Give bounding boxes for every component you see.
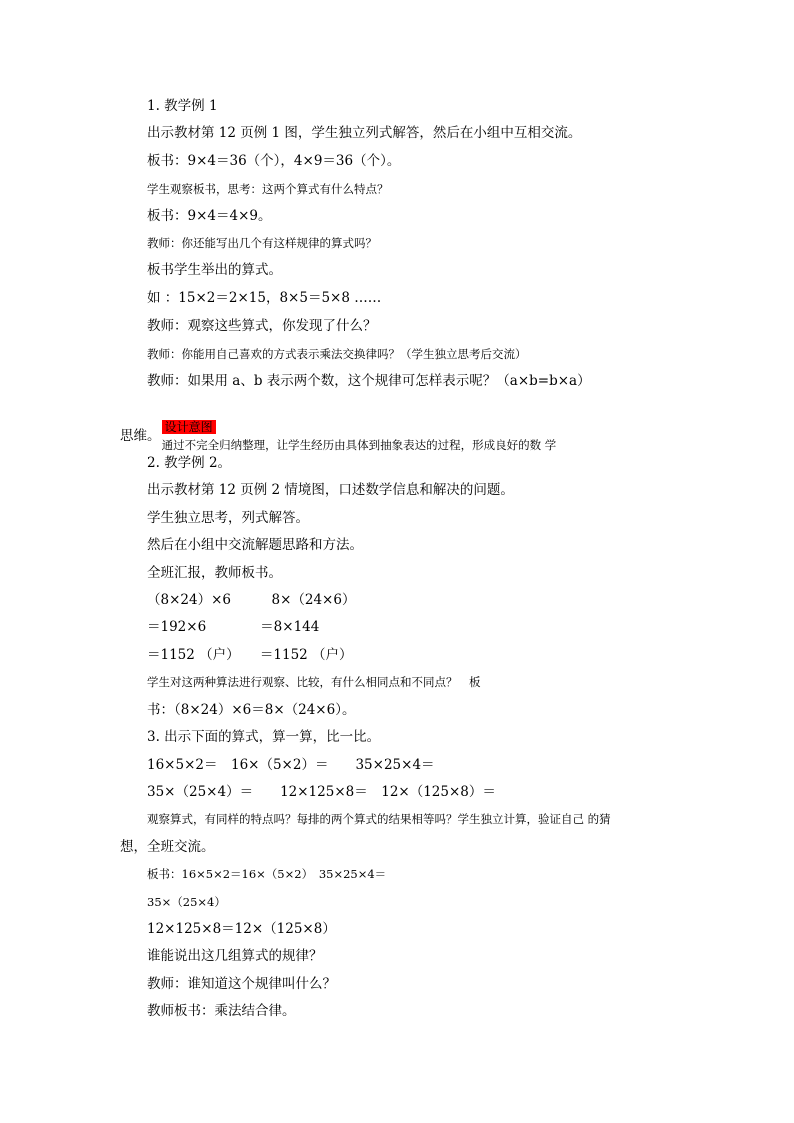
formula-line: ＝1152 （户） ＝1152 （户） (147, 647, 353, 663)
formula-line: ＝192×6 ＝8×144 (147, 619, 320, 635)
paragraph: 教师：谁知道这个规律叫什么？ (147, 976, 336, 992)
formula-line: 35×（25×4） (147, 895, 226, 909)
design-intent-text: 通过不完全归纳整理，让学生经历由具体到抽象表达的过程，形成良好的数 学 (161, 438, 557, 452)
formula-line: 16×5×2＝ 16×（5×2）＝ 35×25×4＝ (147, 757, 435, 773)
formula-line: 35×（25×4）＝ 12×125×8＝ 12×（125×8）＝ (147, 784, 496, 800)
paragraph: 全班汇报，教师板书。 (147, 565, 282, 581)
paragraph: 教师：观察这些算式，你发现了什么？ (147, 318, 377, 334)
design-intent-continuation: 思维。 (120, 428, 161, 444)
heading-example-2: 2. 教学例 2。 (147, 455, 232, 471)
paragraph: 教师板书：乘法结合律。 (147, 1003, 296, 1019)
formula-line: 12×125×8＝12×（125×8） (147, 921, 336, 937)
paragraph: 板书：9×4＝4×9。 (147, 208, 272, 224)
formula-line: 板书：16×5×2＝16×（5×2） 35×25×4＝ (147, 867, 387, 881)
paragraph: 教师：你能用自己喜欢的方式表示乘法交换律吗？（学生独立思考后交流） (147, 347, 527, 361)
paragraph: 教师：如果用 a、b 表示两个数，这个规律可怎样表示呢？（a×b=b×a） (147, 373, 591, 389)
paragraph: 出示教材第 12 页例 2 情境图，口述数学信息和解决的问题。 (147, 482, 514, 498)
paragraph: 如 ：15×2＝2×15，8×5＝5×8 …… (147, 290, 382, 306)
paragraph-continuation: 想，全班交流。 (120, 839, 215, 855)
paragraph: 教师：你还能写出几个有这样规律的算式吗？ (147, 236, 377, 250)
paragraph: 观察算式，有同样的特点吗？每排的两个算式的结果相等吗？学生独立计算，验证自己 的猜 (147, 812, 611, 826)
formula-line: （8×24）×6 8×（24×6） (147, 592, 356, 608)
paragraph: 板书学生举出的算式。 (147, 262, 282, 278)
design-intent-tag: 设计意图 (162, 420, 216, 434)
heading-example-1: 1. 教学例 1 (147, 98, 218, 114)
paragraph: 学生对这两种算法进行观察、比较，有什么相同点和不同点？ 板 (147, 675, 481, 689)
paragraph: 然后在小组中交流解题思路和方法。 (147, 537, 363, 553)
heading-item-3: 3. 出示下面的算式，算一算，比一比。 (147, 729, 381, 745)
paragraph: 谁能说出这几组算式的规律？ (147, 948, 323, 964)
paragraph: 书：（8×24）×6＝8×（24×6）。 (147, 702, 356, 718)
paragraph: 出示教材第 12 页例 1 图，学生独立列式解答，然后在小组中互相交流。 (147, 125, 582, 141)
paragraph: 学生观察板书，思考：这两个算式有什么特点？ (147, 182, 389, 196)
paragraph: 学生独立思考，列式解答。 (147, 510, 309, 526)
paragraph: 板书：9×4＝36（个），4×9＝36（个）。 (147, 153, 401, 169)
